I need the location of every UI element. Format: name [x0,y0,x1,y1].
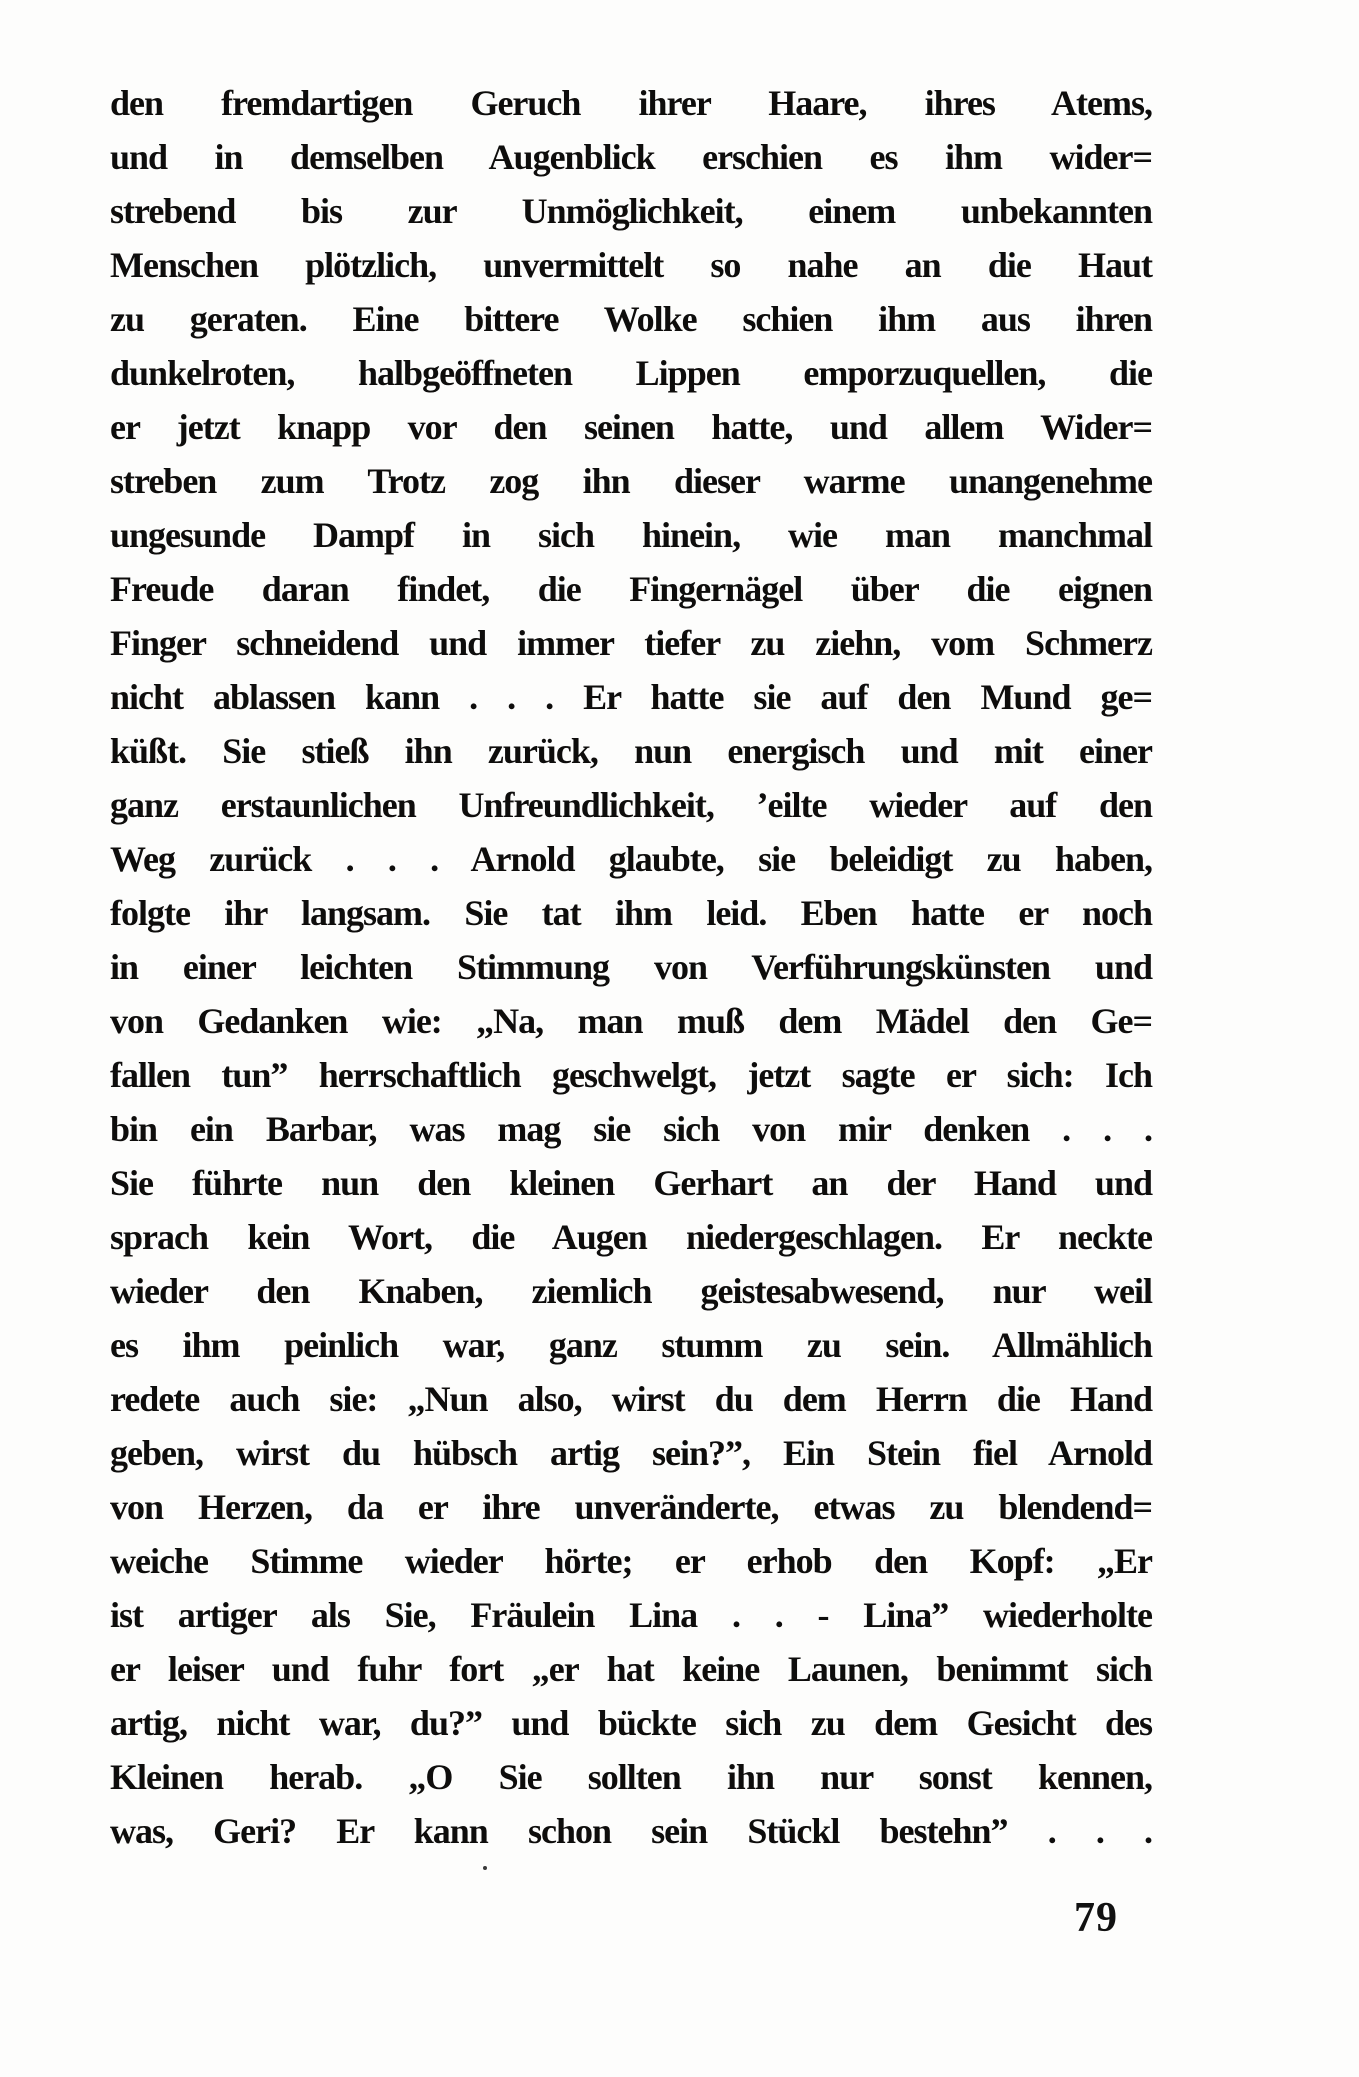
text-line: in einer leichten Stimmung von Verführungskünsten und [110,947,1152,987]
text-line: fallen tun” herrschaftlich geschwelgt, jetzt sagte er sich: Ich [110,1055,1152,1095]
text-line: Finger schneidend und immer tiefer zu ziehn, vom Schmerz [110,623,1152,663]
text-line: redete auch sie: „Nun also, wirst du dem Herrn die Hand [110,1379,1152,1419]
text-line: artig, nicht war, du?” und bückte sich zu dem Gesicht des [110,1703,1152,1743]
paragraph-text-block [110,76,1152,1858]
text-line: Weg zurück . . . Arnold glaubte, sie beleidigt zu haben, [110,839,1152,879]
text-line: Menschen plötzlich, unvermittelt so nahe an die Haut [110,245,1152,285]
text-line: ungesunde Dampf in sich hinein, wie man manchmal [110,515,1152,555]
text-line: sprach kein Wort, die Augen niedergeschlagen. Er neckte [110,1217,1152,1257]
text-line: küßt. Sie stieß ihn zurück, nun energisch und mit einer [110,731,1152,771]
text-line: nicht ablassen kann . . . Er hatte sie auf den Mund ge= [110,677,1152,717]
text-line: weiche Stimme wieder hörte; er erhob den Kopf: „Er [110,1541,1152,1581]
text-line: geben, wirst du hübsch artig sein?”, Ein Stein fiel Arnold [110,1433,1152,1473]
text-line: folgte ihr langsam. Sie tat ihm leid. Eben hatte er noch [110,893,1152,933]
text-line: ist artiger als Sie, Fräulein Lina . . - Lina” wiederholte [110,1595,1152,1635]
text-line: streben zum Trotz zog ihn dieser warme unangenehme [110,461,1152,501]
text-line: es ihm peinlich war, ganz stumm zu sein. Allmählich [110,1325,1152,1365]
text-line: er jetzt knapp vor den seinen hatte, und allem Wider= [110,407,1152,447]
text-line: und in demselben Augenblick erschien es ihm wider= [110,137,1152,177]
text-line: strebend bis zur Unmöglichkeit, einem unbekannten [110,191,1152,231]
text-line: ganz erstaunlichen Unfreundlichkeit, ’eilte wieder auf den [110,785,1152,825]
text-line: den fremdartigen Geruch ihrer Haare, ihres Atems, [110,83,1152,123]
text-line: von Herzen, da er ihre unveränderte, etwas zu blendend= [110,1487,1152,1527]
text-line: bin ein Barbar, was mag sie sich von mir denken . . . [110,1109,1152,1149]
page-number: 79 [1074,1895,1118,1941]
text-line: er leiser und fuhr fort „er hat keine Launen, benimmt sich [110,1649,1152,1689]
text-line: Freude daran findet, die Fingernägel über die eignen [110,569,1152,609]
text-line: von Gedanken wie: „Na, man muß dem Mädel den Ge= [110,1001,1152,1041]
ink-speck [483,1866,487,1870]
text-line: Kleinen herab. „O Sie sollten ihn nur sonst kennen, [110,1757,1152,1797]
text-line: wieder den Knaben, ziemlich geistesabwesend, nur weil [110,1271,1152,1311]
text-line: zu geraten. Eine bittere Wolke schien ihm aus ihren [110,299,1152,339]
text-line: Sie führte nun den kleinen Gerhart an der Hand und [110,1163,1152,1203]
text-line: dunkelroten, halbgeöffneten Lippen emporzuquellen, die [110,353,1152,393]
text-line: was, Geri? Er kann schon sein Stückl bestehn” . . . [110,1811,1152,1851]
